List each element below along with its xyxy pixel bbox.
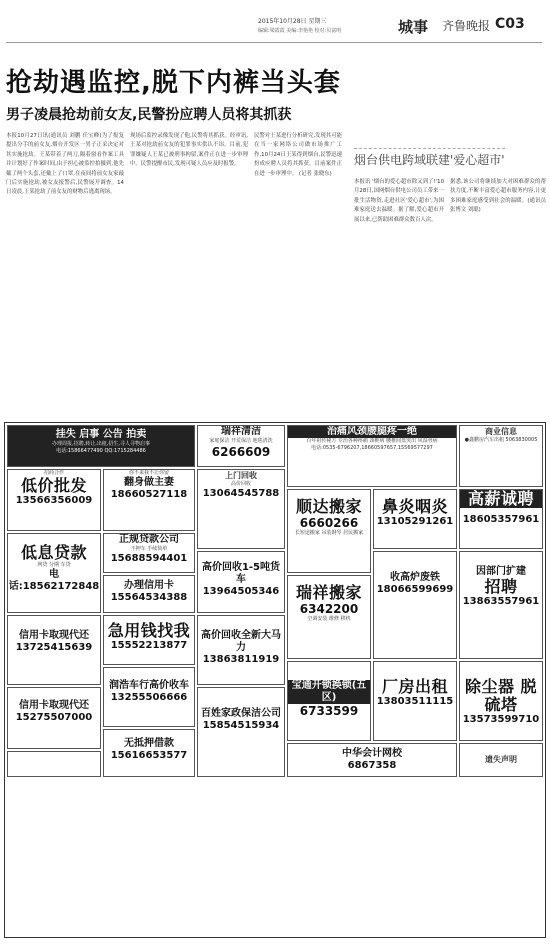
ad-business-info-sub: ●鑫鹏房汽车出租 5063830005 [464,437,538,443]
paper-name: 齐鲁晚报 [442,19,491,33]
ad-credit-card-title: 办理信用卡 [124,580,174,591]
ad-loans-sub: 网贷 分期 车贷 [37,562,71,568]
ad-scrap-iron-phone: 18066599699 [376,584,454,595]
ad-recycling-title: 上门回收 [225,470,257,480]
ad-card-cashout-2-title: 信用卡取现代还 [19,700,89,711]
ad-no-collateral-phone: 15616653577 [110,750,188,761]
ad-quick-cash-phone: 15552213877 [110,640,188,651]
ad-nose-throat[interactable] [373,489,457,549]
ad-pain-relief[interactable] [287,425,457,487]
ad-card-cashout-title: 信用卡取现代还 [19,630,89,641]
ad-notices-sub: 办理周报,招聘,转让,出租,招生,寻人寻物启事 [52,441,150,447]
ad-loans-phone: 电话:18562172848 [8,569,100,592]
ad-recycling-sub: 高价回收 [230,481,251,487]
article-column-1: 本报10月27日讯(通讯员 刘鹏 任宝峰)为了报复提出分手的前女友,烟台开发区一男子正采决定对其实施抢劫。王某带着了两刀,隔着窗看作案工具并计划好了作案时间,由于担心被监控拍摄到,他先戴了两个头套,还戴上了口罩,在夜间将前女友家敲门后实施抢劫,被女友报警后,民警展开调查。14日凌晨,王某抢劫了前女友的财物后逃离现场。 [6,133,124,196]
header-rule [6,42,542,43]
ad-recycling-phone: 13064545788 [202,488,280,499]
ad-loans-title: 低息贷款 [20,543,87,562]
ad-nose-phone: 13105291261 [376,516,454,527]
ad-pain-relief-title: 治痛风颈腰腿疼一绝 [288,426,456,438]
ad-cleaning-title: 瑞祥清洁 [221,426,261,437]
ad-ruixiang-sub: 空调安装 维修 移机 [307,616,351,622]
ad-trucks-title: 翻身做主妻 [124,477,174,488]
article-column-3-body: 民警对王某进行分析研究,发现其可能在当一家网络公司做市场推广工作,10月24日王某得到烟台,民警迅速扮成应聘人员将其抓获。目前案件正在进一步审理中。 [254,133,342,177]
ad-wholesale-title: 低价批发 [20,476,87,495]
ad-cleaning-sub: 家庭保洁 开荒保洁 地毯清洗 [209,438,273,444]
ad-locksmith-title: 宝通开锁换锁(五区) [288,680,370,704]
ad-lost-notice[interactable] [459,743,543,777]
ad-card-cashout-2[interactable] [7,687,101,749]
ad-hiring[interactable] [459,489,543,549]
ad-ruixiang-phone: 6342200 [299,602,359,616]
ad-pain-relief-phone: 电话:0535-6796207,18660597657,15569577297 [311,445,433,451]
ad-business-info[interactable] [459,425,543,487]
ad-recycling[interactable] [197,469,285,549]
page-number: C03 [495,16,525,32]
sidebar-title: 烟台供电跨域联建'爱心超市' [354,148,505,168]
ad-card-cashout-2-phone: 15275507000 [15,712,93,723]
ad-dust-collector[interactable] [459,661,543,741]
ad-scrap-iron[interactable] [373,551,457,659]
ad-notices[interactable] [7,425,195,467]
ad-business-info-title: 商业信息 [485,426,517,436]
ad-shunda-sub: 长短途搬家 吊装钢琴 居民搬家 [294,530,364,536]
article-column-2: 现场后监控录像发现了他,民警将其抓获。经审讯,王某对抢劫前女友的犯罪事实供认不讳。目前,犯罪嫌疑人王某已被刑事拘留,案件正在进一步审理中。民警提醒市民,发现可疑人员应及时报警。 [130,133,248,168]
ad-shunda-phone: 6660266 [299,516,359,530]
section-name: 城事 [398,18,429,36]
ad-ruixiang-title: 瑞祥搬家 [295,583,362,602]
ad-locksmith-phone: 6733599 [299,704,359,718]
ad-loan-company[interactable] [103,533,195,573]
ad-trucks[interactable] [103,469,195,531]
ad-department-expansion[interactable] [459,551,543,659]
ad-dust-title: 除尘器 脱硫塔 [464,677,538,714]
classified-ads-section [4,422,546,938]
sidebar-column-1: 本报讯 '烟台的爱心超市除又到了!'10月28日,国网烟台供电公司员工带来一批生活物资,走进社区'爱心超市',为困难家庭送去温暖。据了解,爱心超市开展以来,已帮助困难群众数百人次。 [354,179,444,223]
ad-accounting-school[interactable] [287,743,457,777]
ad-shunda-title: 顺达搬家 [295,497,362,516]
ad-cleaning[interactable] [197,425,285,467]
ad-trucks-phone: 18660527118 [110,489,188,500]
article-headline: 抢劫遇监控,脱下内裤当头套 [6,68,341,98]
ad-no-collateral-title: 无抵押借款 [124,738,174,749]
ad-machinery-recycle[interactable] [197,615,285,685]
ad-accounting-phone: 6867358 [347,760,397,771]
article-column-3 [254,132,342,417]
ad-quick-cash-title: 急用钱找我 [107,621,191,640]
ad-notices-phone: 电话:15866477490 QQ:1715284486 [56,448,146,454]
ad-hiring-title: 高薪诚聘 [460,490,542,508]
ad-no-collateral[interactable] [103,729,195,777]
ad-nose-title: 鼻炎咽炎 [381,497,448,516]
ad-lost-notice-title: 遗失声明 [485,754,517,764]
ad-hiring-phone: 18605357961 [462,514,540,525]
ad-housekeeping-phone: 15854515934 [202,720,280,731]
issue-date: 2015年10月28日 星期三 [258,18,327,25]
ad-truck-recycle-title: 高价回收1-5吨货车 [201,562,281,585]
ad-dust-phone: 13573599710 [462,714,540,725]
ad-loan-company-phone: 15688594401 [110,553,188,564]
ad-wholesale-phone: 13566356009 [15,495,93,506]
ad-runhao-title: 润浩车行高价收车 [109,680,189,691]
ad-runhao-cars[interactable] [103,667,195,727]
ad-accounting-title: 中华会计网校 [342,748,402,759]
ad-ruixiang-moving[interactable] [287,575,371,659]
ad-card-cashout-phone: 13725415639 [15,642,93,653]
ad-machinery-phone: 13863811919 [202,654,280,665]
ad-wholesale-sub: 招商合作 [43,470,64,476]
ad-truck-recycle-phone: 13964505346 [202,586,280,597]
ad-expansion-phone: 13863557961 [462,596,540,607]
ad-factory-rent[interactable] [373,661,457,741]
ad-scrap-iron-title: 收高炉废铁 [390,572,440,583]
ad-housekeeping[interactable] [197,687,285,777]
ad-pain-relief-sub: 百年祖传秘方 专治各种疼痛 颈椎病 腰椎间盘突出 风湿骨病 [306,438,438,444]
article-column-3-credit: (记者 张晓东) [298,170,332,177]
ad-locksmith[interactable] [287,661,371,741]
ad-machinery-title: 高价回收全新大马力 [201,630,281,653]
ad-wholesale[interactable] [7,469,101,531]
ad-credit-card-phone: 15564534388 [110,592,188,603]
ad-truck-recycle[interactable] [197,551,285,613]
article-subhead: 男子凌晨抢劫前女友,民警扮应聘人员将其抓获 [6,107,292,123]
sidebar-column-2: 据悉,该公司将继续加大对困难群众的帮扶力度,不断丰富爱心超市服务内容,让更多困难家庭感受到社会的温暖。(通讯员 张博文 刘聪) [450,179,546,214]
ad-shunda-moving[interactable] [287,489,371,573]
ad-factory-phone: 13803511115 [376,696,454,707]
editor-credits: 编辑:梁霞霞 美编:李艳艳 校对:贝富明 [258,28,342,34]
ad-trucks-sub: 你不来我不让你留 [128,470,169,476]
ad-notices-title: 挂失 启事 公告 拍卖 [55,429,147,440]
ad-loan-company-sub: 不押车 手续简单 [130,546,168,552]
ad-spacer [7,751,101,777]
ad-factory-title: 厂房出租 [381,677,448,696]
ad-loans[interactable] [7,533,101,613]
ad-card-cashout[interactable] [7,615,101,685]
ad-cleaning-phone: 6266609 [211,445,271,459]
ad-loan-company-title: 正规贷款公司 [119,534,179,545]
ad-credit-card[interactable] [103,575,195,613]
ad-expansion-sub: 招聘 [484,577,518,596]
ad-expansion-title: 因部门扩建 [476,566,526,577]
ad-quick-cash[interactable] [103,615,195,665]
ad-housekeeping-title: 百姓家政保洁公司 [201,708,281,719]
ad-runhao-phone: 13255506666 [110,692,188,703]
